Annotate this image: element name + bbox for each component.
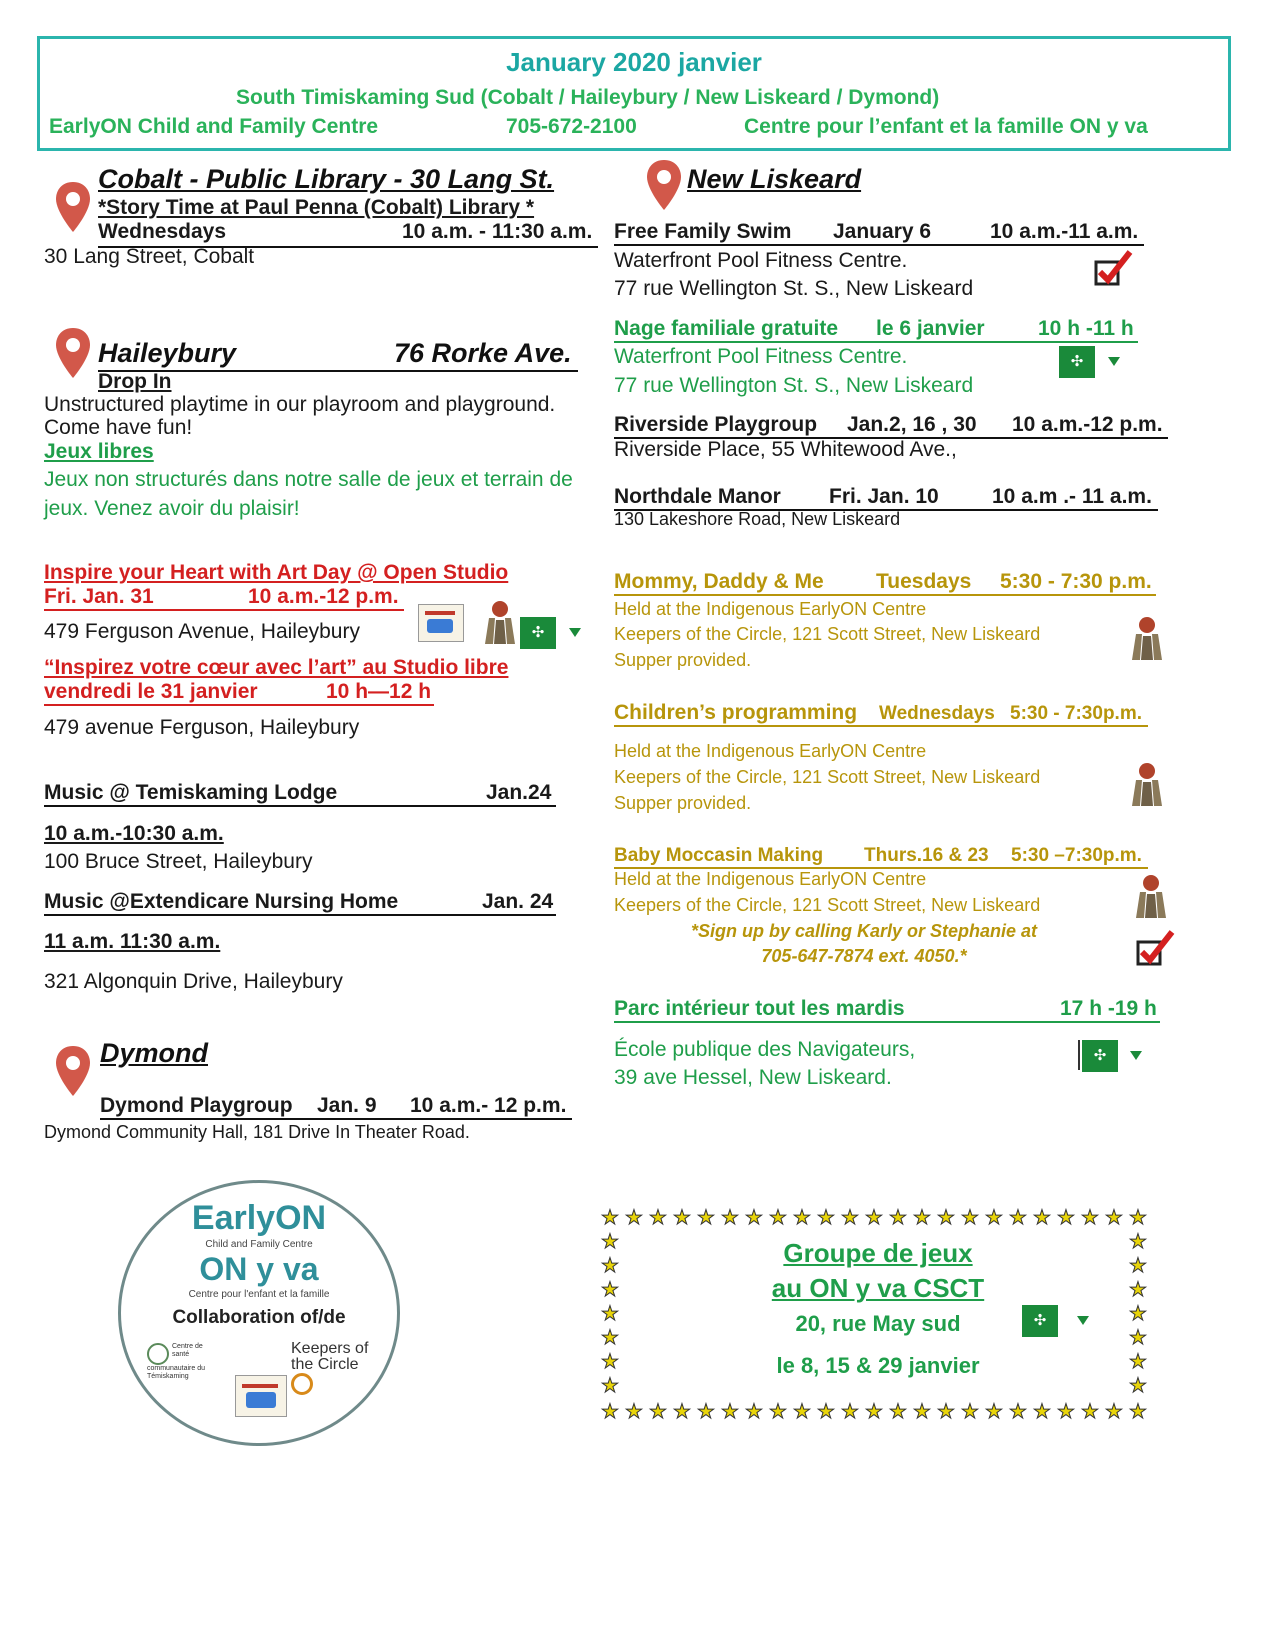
drop-in-label: Drop In [98,370,172,393]
swim-title: Free Family Swim [614,220,792,243]
moccasin-time: 5:30 –7:30p.m. [1011,845,1142,866]
franco-flag-icon: ✣ [1082,1040,1118,1072]
moccasin-heading [614,843,1148,869]
star-icon: ★ [1129,1207,1147,1229]
franco-flag-icon [1130,1051,1142,1060]
header-box [37,36,1231,151]
logo-collab: Collaboration of/de [172,1307,346,1328]
indigenous-figures-icon [1132,874,1170,920]
children-title: Children’s programming [614,701,858,724]
star-icon: ★ [769,1207,787,1229]
parc-l2: 39 ave Hessel, New Liskeard. [614,1066,892,1089]
star-icon: ★ [1129,1327,1147,1349]
swim-heading [614,220,1144,246]
groupe-address: 20, rue May sud [795,1311,961,1336]
moccasin-l1: Held at the Indigenous EarlyON Centre [614,869,927,889]
star-icon: ★ [1033,1207,1051,1229]
star-icon: ★ [745,1401,763,1423]
header-subtitle: South Timiskaming Sud (Cobalt / Haileybury / New Liskeard / Dymond) [236,86,940,109]
logo-earlyon: EarlyON [191,1199,327,1237]
star-icon: ★ [601,1327,619,1349]
star-icon: ★ [1009,1207,1027,1229]
haileybury-address-title: 76 Rorke Ave. [394,338,572,368]
haileybury-title: Haileybury [98,338,237,368]
star-icon: ★ [601,1303,619,1325]
moccasin-phone: 705-647-7874 ext. 4050.* [761,946,967,966]
inspire-address: 479 Ferguson Avenue, Haileybury [44,620,360,643]
map-pin-icon [54,326,92,380]
star-icon: ★ [601,1401,619,1423]
music-lodge-date: Jan.24 [486,781,552,804]
music-extendicare-address: 321 Algonquin Drive, Haileybury [44,970,343,993]
star-icon: ★ [985,1401,1003,1423]
star-icon: ★ [841,1207,859,1229]
inspire-fr-when [44,680,434,706]
mommy-title: Mommy, Daddy & Me [614,570,824,593]
children-time: 5:30 - 7:30p.m. [1010,703,1142,724]
star-icon: ★ [673,1401,691,1423]
franco-flag-icon [1108,357,1120,366]
jeux-libres-desc2: jeux. Venez avoir du plaisir! [44,497,300,520]
star-icon: ★ [1009,1401,1027,1423]
dymond-title: Dymond [100,1038,208,1068]
franco-flag-icon [569,628,581,637]
logo-onyva: ON y va [199,1251,319,1287]
checkmark-icon [1094,248,1134,288]
swim-date: January 6 [833,220,932,243]
moccasin-day: Thurs.16 & 23 [864,845,989,866]
northdale-date: Fri. Jan. 10 [829,485,939,508]
swim-place: Waterfront Pool Fitness Centre. [614,249,908,272]
mommy-l2: Keepers of the Circle, 121 Scott Street, New Liskeard [614,624,1041,644]
children-day: Wednesdays [879,703,995,724]
logo-subtitle-fr: Centre pour l'enfant et la famille [188,1289,330,1300]
indigenous-figures-icon [1128,616,1166,662]
star-icon: ★ [649,1401,667,1423]
nage-date: le 6 janvier [876,317,985,340]
star-icon: ★ [649,1207,667,1229]
star-icon: ★ [601,1255,619,1277]
parc-heading [614,997,1160,1023]
star-icon: ★ [745,1207,763,1229]
star-icon: ★ [1129,1351,1147,1373]
swim-time: 10 a.m.-11 a.m. [990,220,1139,243]
page-title: January 2020 janvier [506,47,762,77]
inspire-date: Fri. Jan. 31 [44,585,154,608]
music-lodge-address: 100 Bruce Street, Haileybury [44,850,313,873]
partner-keepers-name: Keepers of the Circle [291,1340,369,1373]
star-icon: ★ [1057,1401,1075,1423]
riverside-title: Riverside Playgroup [614,413,818,436]
star-icon: ★ [1129,1303,1147,1325]
groupe-place: au ON y va CSCT [771,1273,985,1303]
children-l2: Keepers of the Circle, 121 Scott Street, New Liskeard [614,767,1041,787]
northdale-title: Northdale Manor [614,485,781,508]
star-icon: ★ [913,1401,931,1423]
mommy-l3: Supper provided. [614,650,752,670]
swim-address: 77 rue Wellington St. S., New Liskeard [614,277,974,300]
mommy-heading [614,570,1156,596]
star-icon: ★ [601,1207,619,1229]
haileybury-heading [98,338,578,372]
star-icon: ★ [697,1401,715,1423]
inspire-time: 10 a.m.-12 p.m. [248,585,399,608]
checkmark-icon [1136,928,1176,968]
star-icon: ★ [601,1375,619,1397]
star-icon: ★ [1033,1401,1051,1423]
star-icon: ★ [1081,1207,1099,1229]
franco-flag-icon: ✣ [1022,1305,1058,1337]
northdale-time: 10 a.m .- 11 a.m. [992,485,1152,508]
children-heading [614,701,1148,727]
inspire-fr-address: 479 avenue Ferguson, Haileybury [44,716,360,739]
inspire-when [44,585,404,611]
music-lodge-title: Music @ Temiskaming Lodge [44,781,338,804]
northdale-heading [614,485,1158,511]
indigenous-figures-icon [1128,762,1166,808]
partner-keepers [291,1341,381,1395]
cobalt-day: Wednesdays [98,220,226,243]
star-icon: ★ [841,1401,859,1423]
dymond-time: 10 a.m.- 12 p.m. [410,1094,567,1117]
children-l3: Supper provided. [614,793,752,813]
music-extendicare-heading [44,890,556,916]
groupe-dates: le 8, 15 & 29 janvier [776,1353,980,1378]
star-icon: ★ [937,1401,955,1423]
dymond-heading [100,1094,572,1120]
mommy-l1: Held at the Indigenous EarlyON Centre [614,599,927,619]
star-icon: ★ [865,1207,883,1229]
cobalt-when [98,220,598,248]
star-icon: ★ [625,1207,643,1229]
star-icon: ★ [985,1207,1003,1229]
jeux-libres-label: Jeux libres [44,440,154,463]
dymond-address: Dymond Community Hall, 181 Drive In Theater Road. [44,1122,470,1142]
star-icon: ★ [1105,1401,1123,1423]
franco-flag-icon [1077,1316,1089,1325]
star-icon: ★ [793,1207,811,1229]
indigenous-figures-icon [481,600,519,646]
header-phone: 705-672-2100 [506,115,637,138]
cobalt-title: Cobalt - Public Library - 30 Lang St. [98,164,555,194]
star-icon: ★ [1129,1231,1147,1253]
riverside-date: Jan.2, 16 , 30 [847,413,977,436]
map-pin-icon [645,158,683,212]
star-icon: ★ [769,1401,787,1423]
children-l1: Held at the Indigenous EarlyON Centre [614,741,927,761]
music-lodge-heading [44,781,556,807]
cobalt-event: *Story Time at Paul Penna (Cobalt) Library * [98,196,535,219]
star-icon: ★ [1105,1207,1123,1229]
cobalt-address: 30 Lang Street, Cobalt [44,245,255,268]
nage-title: Nage familiale gratuite [614,317,839,340]
nage-heading [614,317,1138,343]
dymond-event: Dymond Playgroup [100,1094,293,1117]
earlyon-collaboration-logo [118,1180,400,1446]
star-icon: ★ [961,1401,979,1423]
star-icon: ★ [1129,1375,1147,1397]
logo-subtitle: Child and Family Centre [205,1239,313,1250]
star-icon: ★ [1129,1279,1147,1301]
child-care-logo-icon [235,1375,287,1417]
riverside-address: Riverside Place, 55 Whitewood Ave., [614,438,957,461]
star-icon: ★ [817,1207,835,1229]
star-icon: ★ [721,1401,739,1423]
drop-in-desc: Unstructured playtime in our playroom and playground. [44,393,556,416]
star-icon: ★ [673,1207,691,1229]
star-icon: ★ [889,1401,907,1423]
inspire-fr-time: 10 h—12 h [326,680,432,703]
jeux-libres-desc: Jeux non structurés dans notre salle de jeux et terrain de [44,468,573,491]
inspire-fr-date: vendredi le 31 janvier [44,680,258,703]
new-liskeard-title: New Liskeard [687,164,862,194]
northdale-address: 130 Lakeshore Road, New Liskeard [614,509,901,529]
riverside-heading [614,413,1168,439]
star-icon: ★ [1057,1207,1075,1229]
nage-time: 10 h -11 h [1038,317,1134,340]
nage-place: Waterfront Pool Fitness Centre. [614,345,908,368]
star-icon: ★ [601,1279,619,1301]
star-icon: ★ [817,1401,835,1423]
nage-address: 77 rue Wellington St. S., New Liskeard [614,374,974,397]
moccasin-signup: *Sign up by calling Karly or Stephanie at [690,921,1038,941]
star-icon: ★ [1129,1401,1147,1423]
cobalt-time: 10 a.m. - 11:30 a.m. [402,220,593,243]
music-extendicare-date: Jan. 24 [482,890,554,913]
franco-flag-icon: ✣ [1059,346,1095,378]
star-icon: ★ [601,1231,619,1253]
music-extendicare-time: 11 a.m. 11:30 a.m. [44,930,221,953]
partner-csct [147,1343,217,1380]
map-pin-icon [54,1044,92,1098]
inspire-title: Inspire your Heart with Art Day @ Open Studio [44,561,509,584]
inspire-fr-title: “Inspirez votre cœur avec l’art” au Studio libre [44,656,509,679]
mommy-day: Tuesdays [876,570,972,593]
moccasin-l2: Keepers of the Circle, 121 Scott Street, New Liskeard [614,895,1041,915]
star-icon: ★ [721,1207,739,1229]
mommy-time: 5:30 - 7:30 p.m. [1000,570,1152,593]
star-icon: ★ [913,1207,931,1229]
parc-l1: École publique des Navigateurs, [614,1038,916,1061]
star-icon: ★ [601,1351,619,1373]
star-icon: ★ [625,1401,643,1423]
partner-csct-name: Centre de santé communautaire du Témiskaming [147,1343,205,1380]
star-icon: ★ [865,1401,883,1423]
header-centre-name: EarlyON Child and Family Centre [49,115,379,138]
star-icon: ★ [697,1207,715,1229]
star-icon: ★ [793,1401,811,1423]
star-icon: ★ [961,1207,979,1229]
music-lodge-time: 10 a.m.-10:30 a.m. [44,822,224,845]
star-icon: ★ [937,1207,955,1229]
divider [1078,1040,1080,1070]
riverside-time: 10 a.m.-12 p.m. [1012,413,1163,436]
star-icon: ★ [1081,1401,1099,1423]
groupe-title: Groupe de jeux [783,1238,973,1268]
star-icon: ★ [889,1207,907,1229]
child-care-logo-icon [418,604,464,642]
star-icon: ★ [1129,1255,1147,1277]
moccasin-title: Baby Moccasin Making [614,845,824,866]
parc-title: Parc intérieur tout les mardis [614,997,905,1020]
dymond-date: Jan. 9 [317,1094,377,1117]
map-pin-icon [54,180,92,234]
franco-flag-icon: ✣ [520,617,556,649]
music-extendicare-title: Music @Extendicare Nursing Home [44,890,399,913]
header-centre-name-fr: Centre pour l’enfant et la famille ON y va [744,115,1148,138]
parc-time: 17 h -19 h [1060,997,1157,1020]
drop-in-desc2: Come have fun! [44,416,193,439]
